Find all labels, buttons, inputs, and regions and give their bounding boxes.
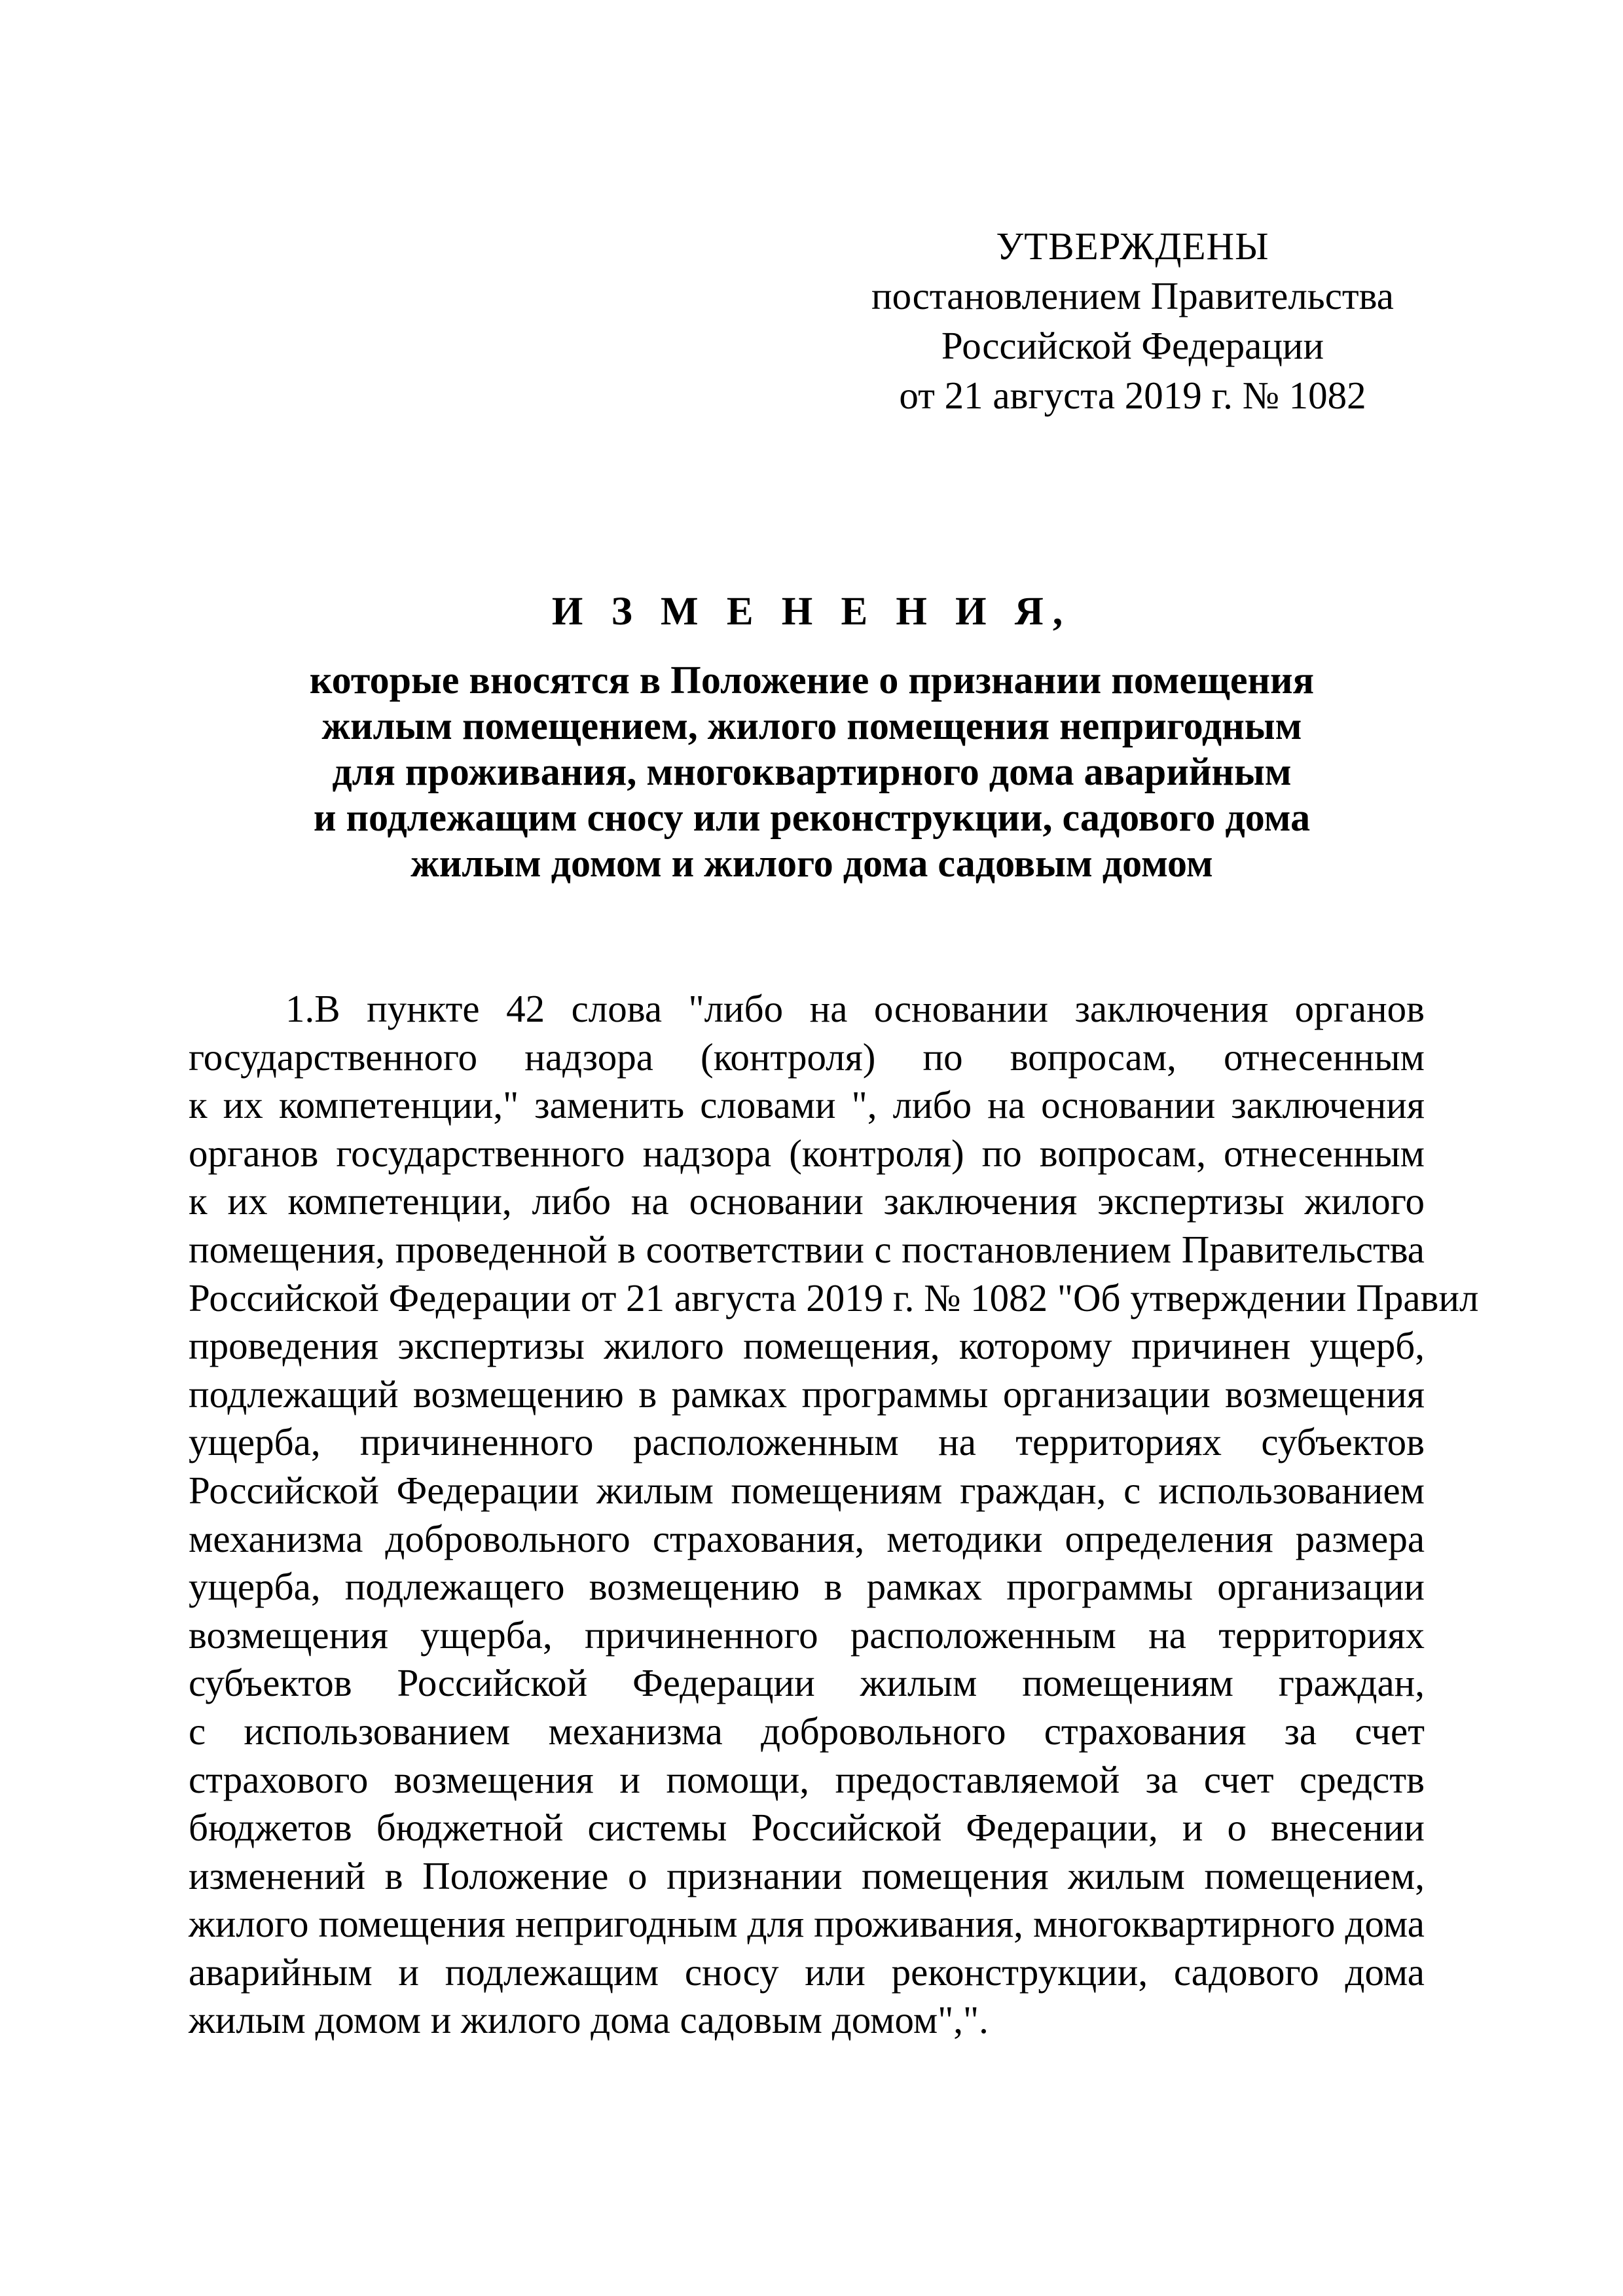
body-line: возмещения ущерба, причиненного расположенным на территориях [189,1613,1425,1657]
subtitle-line: и подлежащим сносу или реконструкции, садового дома [313,796,1311,839]
approval-heading: УТВЕРЖДЕНЫ [996,224,1269,268]
body-line: бюджетов бюджетной системы Российской Федерации, и о внесении [189,1806,1425,1850]
approval-line-2: Российской Федерации [941,324,1324,367]
body-line: Российской Федерации жилым помещениям граждан, с использованием [189,1468,1425,1512]
document-title [282,589,1342,886]
body-line: изменений в Положение о признании помещения жилым помещением, [189,1854,1425,1897]
body-line: помещения, проведенной в соответствии с постановлением Правительства [189,1227,1425,1271]
body-line: ущерба, причиненного расположенным на территориях субъектов [189,1420,1425,1464]
body-line: субъектов Российской Федерации жилым помещениям граждан, [189,1661,1425,1705]
body-line: аварийным и подлежащим сносу или реконструкции, садового дома [189,1950,1425,1994]
subtitle-line: которые вносятся в Положение о признании помещения [309,658,1315,702]
body-line: органов государственного надзора (контроля) по вопросам, отнесенным [189,1131,1425,1175]
approval-line-1: постановлением Правительства [871,274,1394,317]
subtitle-line: жилым помещением, жилого помещения непригодным [321,704,1302,747]
body-line: государственного надзора (контроля) по вопросам, отнесенным [189,1035,1425,1079]
body-paragraph [189,985,1479,2045]
body-line: с использованием механизма добровольного страхования за счет [189,1709,1425,1753]
title-word: И З М Е Н Е Н И Я, [551,590,1072,634]
approval-date-number: от 21 августа 2019 г. № 1082 [899,374,1366,417]
body-line: жилым домом и жилого дома садовым домом",". [189,1998,989,2042]
body-line: 1.В пункте 42 слова "либо на основании заключения органов [285,987,1425,1030]
body-line: к их компетенции, либо на основании заключения экспертизы жилого [189,1179,1425,1223]
body-line: механизма добровольного страхования, методики определения размера [189,1516,1425,1560]
approval-block [851,221,1414,420]
body-line: к их компетенции," заменить словами ", либо на основании заключения [189,1083,1425,1127]
body-line: проведения экспертизы жилого помещения, которому причинен ущерб, [189,1324,1425,1368]
body-line: Российской Федерации от 21 августа 2019 г. № 1082 "Об утверждении Правил [189,1276,1479,1319]
body-line: ущерба, подлежащего возмещению в рамках программы организации [189,1565,1425,1609]
body-line: страхового возмещения и помощи, предоставляемой за счет средств [189,1757,1425,1801]
subtitle-line: жилым домом и жилого дома садовым домом [410,842,1213,885]
body-line: подлежащий возмещению в рамках программы организации возмещения [189,1372,1425,1416]
body-line: жилого помещения непригодным для проживания, многоквартирного дома [189,1902,1425,1946]
subtitle-line: для проживания, многоквартирного дома аварийным [332,750,1292,793]
